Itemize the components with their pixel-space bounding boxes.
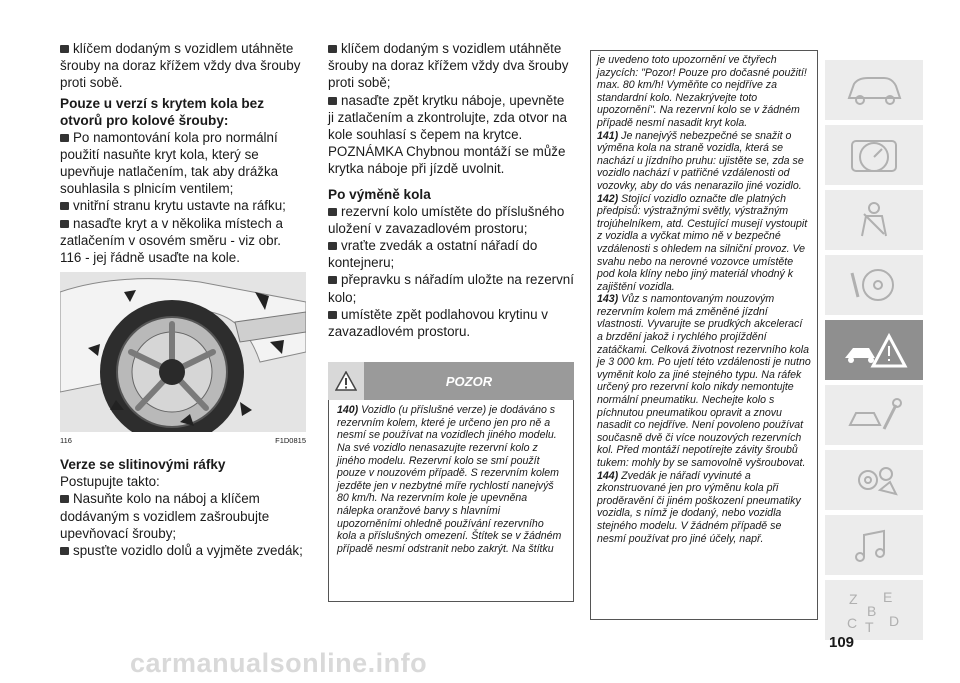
warning-number-144: 144) [597, 469, 619, 482]
chapter-tabs [825, 60, 923, 645]
index-letter-b: B [867, 603, 877, 619]
index-letter-e: E [883, 589, 893, 605]
index-letter-d: D [889, 613, 900, 629]
paragraph-proceed: Postupujte takto: [60, 474, 160, 490]
warning-box [328, 362, 574, 602]
note-hub-cap: POZNÁMKA Chybnou montáží se může krytka náboje při jízdě uvolnit. [328, 144, 566, 177]
gauge-icon [844, 135, 904, 175]
index-letter-z: Z [849, 591, 858, 607]
warning-text-140: Vozidlo (u příslušné verze) je dodáváno s rezervním kolem, které je určeno jen pro ně a nesmí se používat na vozidlech jiného modelu. Na své vozidlo nenasazujte rezervní kolo z jiného modelu. Rezervní kolo se smí použít pouze v nouzovém případě. S rezervním kolem jezděte jen v nezbytné míře rychlostí nanejvýš 80 km/h. Na rezervním kole je upevněna nálepka oranžové barvy s hlavními upozorněními ohledně používání rezervního kola a příslušných omezení. Štítek se v žádném případě nesmí odstranit nebo zakrýt. Na štítku [337, 404, 562, 555]
warning-body [328, 400, 574, 602]
tab-emergency[interactable] [825, 320, 923, 380]
bullet-tighten-bolts-2: klíčem dodaným s vozidlem utáhněte šrouby na doraz křížem vždy dva šrouby proti sobě; [328, 40, 574, 92]
gear-icon [844, 460, 904, 500]
tab-starting-driving[interactable] [825, 255, 923, 315]
bullet-tighten-bolts: klíčem dodaným s vozidlem utáhněte šrouby na doraz křížem vždy dva šrouby proti sobě. [60, 40, 306, 92]
warning-number-140: 140) [337, 404, 359, 417]
tab-dashboard[interactable] [825, 125, 923, 185]
index-letter-c: C [847, 615, 858, 631]
warning-number-141: 141) [597, 129, 619, 142]
warning-number-142: 142) [597, 192, 619, 205]
figure-wheel-cover [60, 272, 306, 432]
middle-column [328, 40, 574, 602]
warning-triangle-icon [328, 362, 364, 400]
warning-header [328, 362, 574, 400]
index-letter-t: T [865, 619, 874, 634]
left-column [60, 40, 306, 559]
figure-caption [60, 434, 306, 448]
steering-wheel-icon [844, 265, 904, 305]
bullet-press-cover: nasaďte kryt a v několika místech a zatlačením v osovém směru - viz obr. 116 - jej řádně usaďte na kole. [60, 215, 306, 267]
tab-index[interactable] [825, 580, 923, 640]
watermark: carmanualsonline.info [130, 648, 428, 678]
page-number: 109 [829, 634, 855, 651]
bullet-lower-vehicle: spusťte vozidlo dolů a vyjměte zvedák; [60, 542, 306, 559]
emergency-triangle-icon [839, 328, 909, 372]
bullet-store-spare: rezervní kolo umístěte do příslušného uložení v zavazadlovém prostoru; [328, 203, 574, 237]
tab-multimedia[interactable] [825, 515, 923, 575]
warning-continuation-text: je uvedeno toto upozornění ve čtyřech jazycích: "Pozor! Pouze pro dočasné použití! max. 80 km/h! Vyměňte co nejdříve za standardní kolo. Nezakrývejte toto upozornění". Na rezervní kolo se v žádném případě nesmí nasadit kryt kola. [597, 54, 807, 129]
wrench-car-icon [844, 395, 904, 435]
bullet-mount-wheel: Nasuňte kolo na náboj a klíčem dodávaným s vozidlem zašroubujte upevňovací šrouby; [60, 490, 306, 542]
warning-continuation-box [590, 50, 818, 620]
figure-code: F1D0815 [275, 436, 306, 446]
bullet-floor-cover: umístěte zpět podlahovou krytinu v zavazadlovém prostoru. [328, 306, 574, 340]
warning-text-142: Stojící vozidlo označte dle platných předpisů: výstražnými světly, výstražným trojúhelníkem, atd. Cestující musejí vystoupit z vozidla a vyčkat mimo ně v bezpečné vzdálenosti s ohledem na silniční provoz. Ve svahu nebo na nerovné vozovce umístěte pod kola klíny nebo jiný materiál vhodný k zajištění vozidla. [597, 192, 808, 293]
warning-text-143: Vůz s namontovaným nouzovým rezervním kolem má změněné jízdní vlastnosti. Vyvarujte se prudkých akcelerací a brzdění jakož i rychlého projíždění zatáčkami. Celková životnost rezervního kola je 3 000 km. Po ujetí této vzdálenosti je nutno vyměnit kolo za jiné stejného typu. Na ráfek určený pro rezervní kolo nikdy nemontujte normální pneumatiku. Nechejte kolo s píchnutou pneumatikou opravit a znovu nasadit co nejdříve. Není povoleno používat současně dvě či více nouzových rezervních kol. Před montáží nepotírejte závity šroubů tukem: mohly by se samovolně vyšroubovat. [597, 293, 811, 469]
heading-after-change: Po výměně kola [328, 186, 431, 202]
car-outline-icon [844, 70, 904, 110]
warning-text-141: Je nanejvýš nebezpečné se snažit o výměna kola na straně vozidla, která se nachází u jízdního pruhu: ujistěte se, zda se vozidlo nachází v patřičné vzdálenosti od vozovky, aby do vás nenarazilo jiné vozidlo. [597, 129, 804, 192]
heading-alloy-wheels: Verze se slitinovými ráfky [60, 457, 226, 473]
tab-vehicle-overview[interactable] [825, 60, 923, 120]
bullet-mount-cover: Po namontování kola pro normální použití nasuňte kryt kola, který se upevňuje natlačením, tak aby drážka souhlasila s plnicím ventilem; [60, 129, 306, 198]
tab-maintenance[interactable] [825, 385, 923, 445]
bullet-tool-box: přepravku s nářadím uložte na rezervní kolo; [328, 272, 574, 305]
right-column [590, 50, 818, 620]
tab-technical-data[interactable] [825, 450, 923, 510]
warning-text-144: Zvedák je nářadí vyvinuté a zkonstruované jen pro výměnu kola při proděravění či jiném poškození pneumatiky vozidla, s nímž je dodaný, nebo vozidla stejného modelu. V žádném případě se nesmí používat pro jiné účely, např. [597, 469, 801, 545]
tab-safety[interactable] [825, 190, 923, 250]
warning-title: POZOR [445, 373, 493, 389]
warning-number-143: 143) [597, 293, 619, 306]
alphabet-index-icon [839, 586, 909, 634]
figure-number: 116 [60, 436, 72, 446]
seatbelt-icon [844, 200, 904, 240]
bullet-return-jack: vraťte zvedák a ostatní nářadí do kontejneru; [328, 237, 574, 271]
wheel-cover-illustration [60, 272, 306, 432]
bullet-align-cover: vnitřní stranu krytu ustavte na ráfku; [60, 197, 306, 214]
music-note-icon [844, 525, 904, 565]
heading-cover-versions: Pouze u verzí s krytem kola bez otvorů pro kolové šrouby: [60, 95, 264, 128]
bullet-refit-hub-cap: nasaďte zpět krytku náboje, upevněte ji zatlačením a zkontrolujte, zda otvor na kole souhlasí s čepem na krytce. [328, 92, 574, 144]
